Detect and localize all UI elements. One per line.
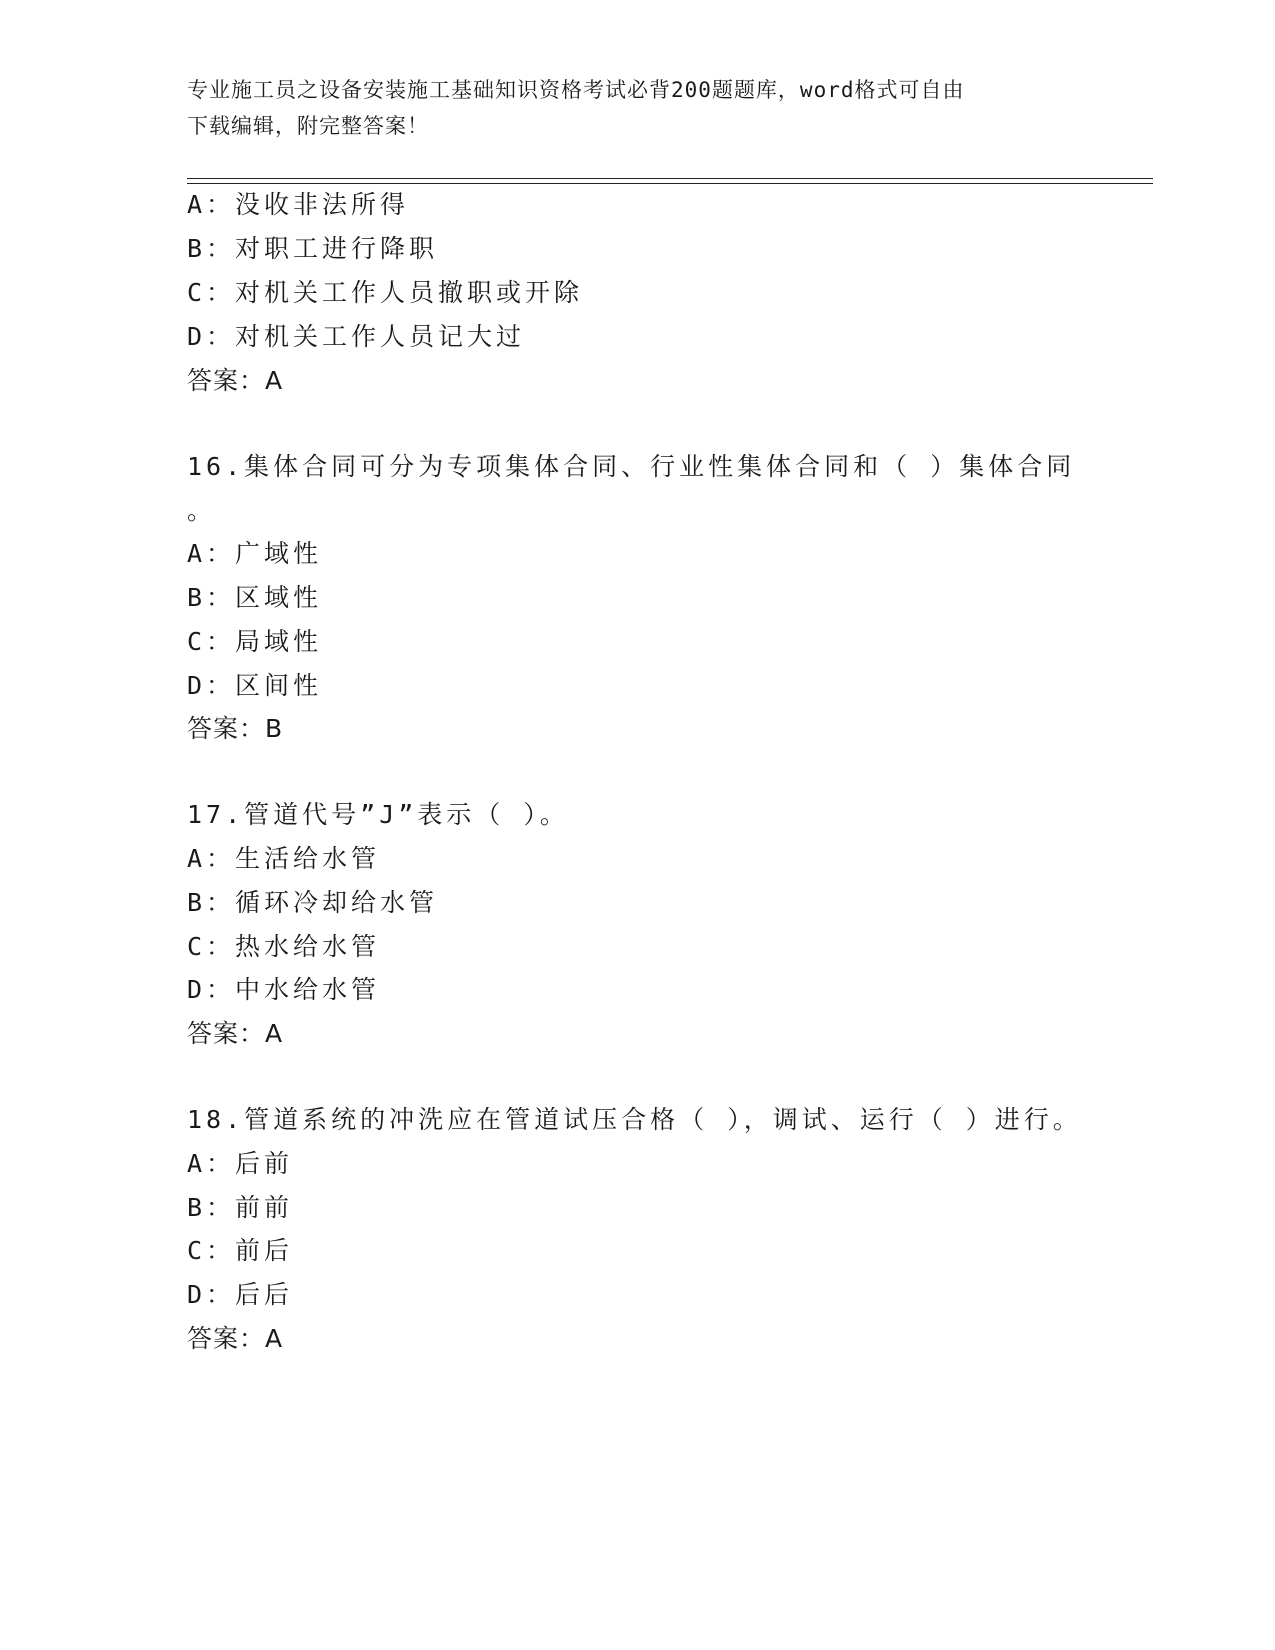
q15-option-c: C：对机关工作人员撤职或开除: [187, 278, 584, 307]
q16-stem: 16.集体合同可分为专项集体合同、行业性集体合同和（ ）集体合同: [187, 452, 1076, 481]
q16-option-b: B：区域性: [187, 583, 323, 612]
q15-option-a: A：没收非法所得: [187, 190, 410, 219]
q16-option-c: C：局域性: [187, 627, 323, 656]
header-divider-bottom: [187, 183, 1153, 184]
q15-option-d: D：对机关工作人员记大过: [187, 322, 526, 351]
q17-option-c: C：热水给水管: [187, 932, 381, 961]
q17-stem: 17.管道代号”J”表示（ ）。: [187, 800, 569, 829]
q17-option-b: B：循环冷却给水管: [187, 888, 439, 917]
q18-option-b: B：前前: [187, 1193, 294, 1222]
q18-option-d: D：后后: [187, 1280, 294, 1309]
q18-answer: 答案：A: [187, 1324, 284, 1353]
document-header: [187, 72, 1087, 144]
q18-stem: 18.管道系统的冲洗应在管道试压合格（ ），调试、运行（ ）进行。: [187, 1105, 1082, 1134]
q17-option-a: A：生活给水管: [187, 844, 381, 873]
header-line-1: 专业施工员之设备安装施工基础知识资格考试必背200题题库，word格式可自由: [187, 78, 965, 102]
header-line-2: 下载编辑，附完整答案！: [187, 114, 429, 138]
q18-option-a: A：后前: [187, 1149, 294, 1178]
q15-answer: 答案：A: [187, 366, 284, 395]
q17-answer: 答案：A: [187, 1019, 284, 1048]
q18-option-c: C：前后: [187, 1236, 294, 1265]
q16-option-a: A：广域性: [187, 539, 323, 568]
header-divider-top: [187, 178, 1153, 179]
q16-answer: 答案：B: [187, 714, 284, 743]
q16-option-d: D：区间性: [187, 671, 323, 700]
q17-option-d: D：中水给水管: [187, 975, 381, 1004]
q15-option-b: B：对职工进行降职: [187, 234, 439, 263]
q16-stem-continued: 。: [187, 496, 217, 525]
